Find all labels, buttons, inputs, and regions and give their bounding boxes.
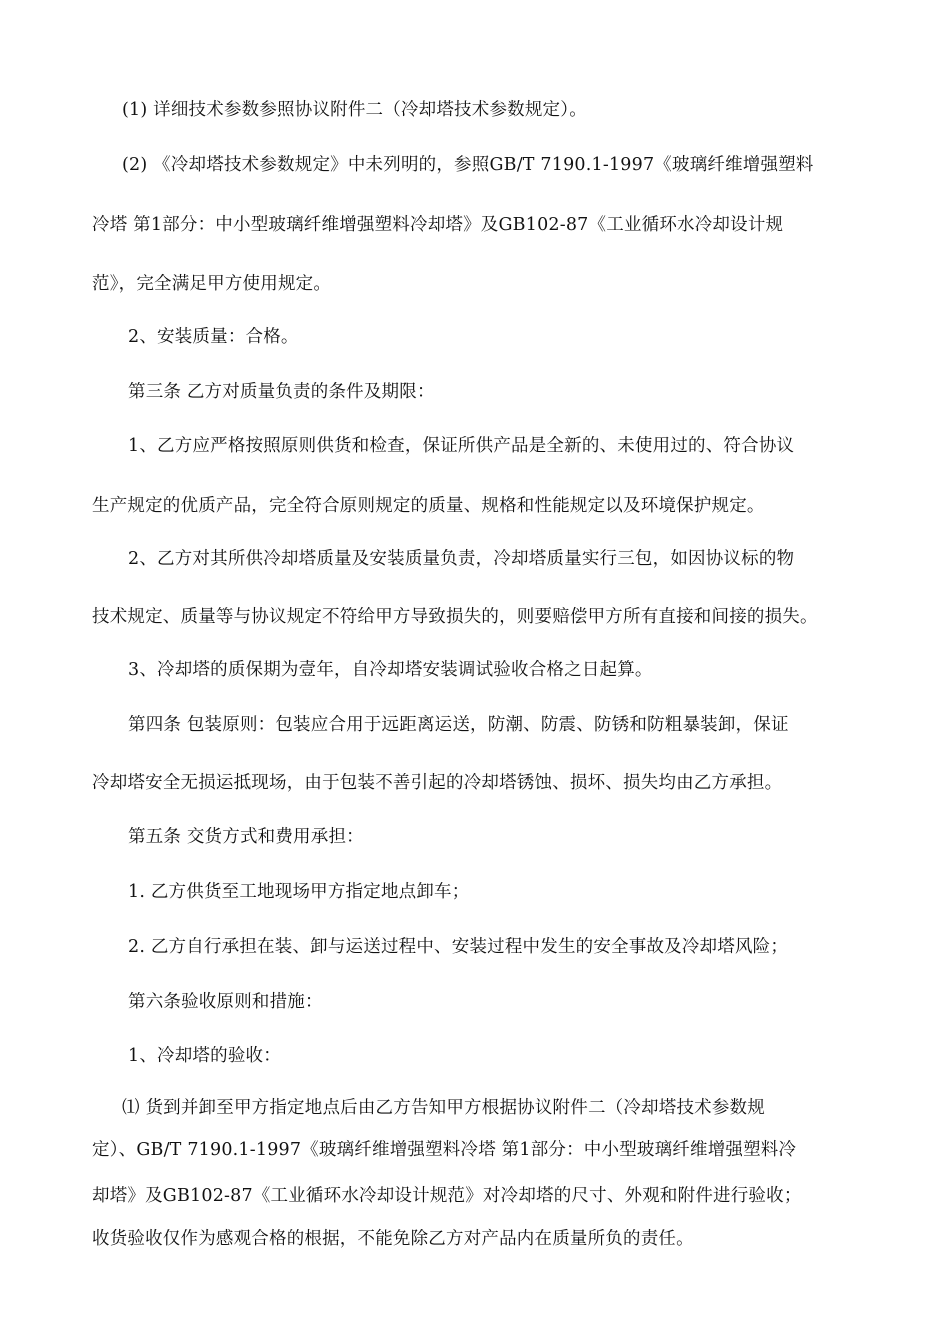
paragraph-line: 冷塔 第1部分：中小型玻璃纤维增强塑料冷却塔》及GB102-87《工业循环水冷却设计规	[92, 215, 784, 235]
paragraph-line: 范》，完全满足甲方使用规定。	[92, 274, 332, 294]
paragraph-line: 2、乙方对其所供冷却塔质量及安装质量负责，冷却塔质量实行三包，如因协议标的物	[128, 549, 795, 569]
paragraph-line: 定）、GB/T 7190.1-1997《玻璃纤维增强塑料冷塔 第1部分：中小型玻璃纤维增强塑料冷	[92, 1140, 797, 1160]
paragraph-line: ⑴ 货到并卸至甲方指定地点后由乙方告知甲方根据协议附件二（冷却塔技术参数规	[122, 1098, 765, 1118]
section-heading: 第四条 包装原则：包装应合用于远距离运送，防潮、防震、防锈和防粗暴装卸，保证	[128, 715, 789, 735]
list-item: 1. 乙方供货至工地现场甲方指定地点卸车；	[128, 882, 470, 902]
paragraph-line: (1) 详细技术参数参照协议附件二（冷却塔技术参数规定）。	[122, 100, 587, 120]
list-item: 2. 乙方自行承担在装、卸与运送过程中、安装过程中发生的安全事故及冷却塔风险；	[128, 937, 789, 957]
paragraph-line: 冷却塔安全无损运抵现场，由于包装不善引起的冷却塔锈蚀、损坏、损失均由乙方承担。	[92, 773, 783, 793]
paragraph-line: 2、安装质量：合格。	[128, 327, 299, 347]
paragraph-line: 却塔》及GB102-87《工业循环水冷却设计规范》对冷却塔的尺寸、外观和附件进行验收；	[92, 1186, 802, 1206]
paragraph-line: 生产规定的优质产品，完全符合原则规定的质量、规格和性能规定以及环境保护规定。	[92, 496, 765, 516]
section-heading: 第三条 乙方对质量负责的条件及期限：	[128, 382, 435, 402]
paragraph-line: 1、乙方应严格按照原则供货和检查，保证所供产品是全新的、未使用过的、符合协议	[128, 436, 795, 456]
paragraph-line: 技术规定、质量等与协议规定不符给甲方导致损失的，则要赔偿甲方所有直接和间接的损失。	[92, 607, 818, 627]
paragraph-line: 1、冷却塔的验收：	[128, 1046, 281, 1066]
section-heading: 第五条 交货方式和费用承担：	[128, 827, 364, 847]
paragraph-line: (2) 《冷却塔技术参数规定》中未列明的，参照GB/T 7190.1-1997《玻璃纤维增强塑料	[122, 155, 814, 175]
section-heading: 第六条验收原则和措施：	[128, 992, 323, 1012]
paragraph-line: 3、冷却塔的质保期为壹年，自冷却塔安装调试验收合格之日起算。	[128, 660, 653, 680]
paragraph-line: 收货验收仅作为感观合格的根据，不能免除乙方对产品内在质量所负的责任。	[92, 1229, 694, 1249]
